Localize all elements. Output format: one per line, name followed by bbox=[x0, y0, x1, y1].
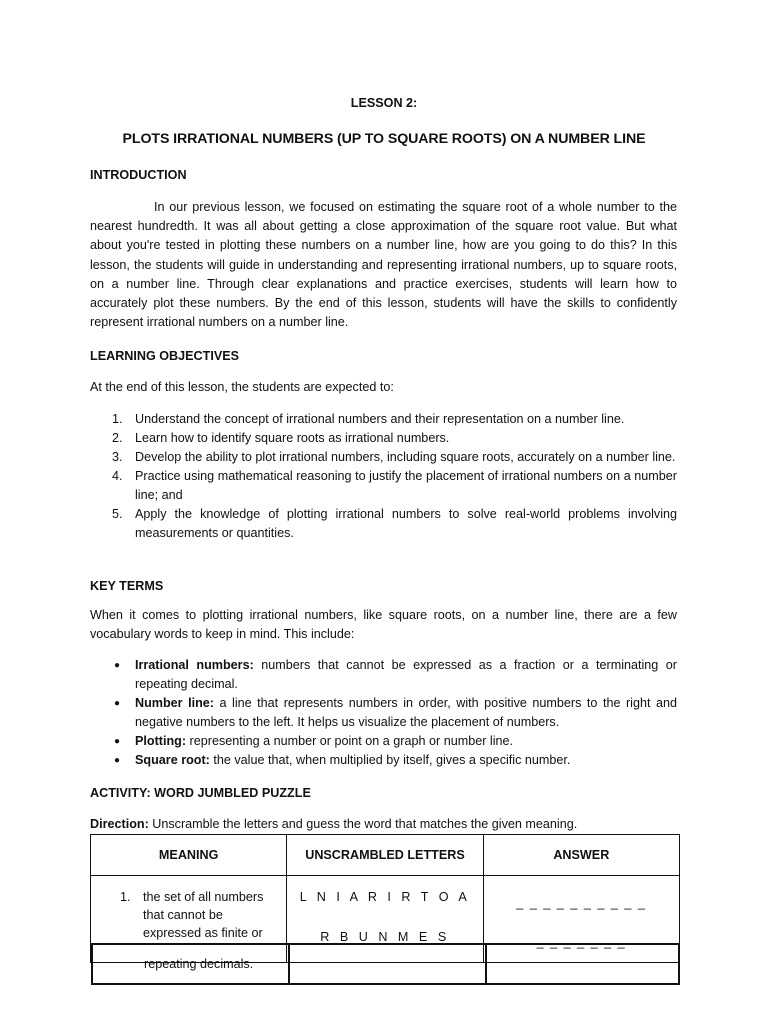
answer-cell-continued[interactable] bbox=[486, 944, 679, 984]
key-term-name: Number line: bbox=[135, 696, 214, 710]
introduction-heading: INTRODUCTION bbox=[90, 168, 187, 182]
letters-cell-continued bbox=[289, 944, 486, 984]
key-term-item bbox=[90, 694, 677, 732]
key-term-item bbox=[90, 751, 677, 770]
objective-item bbox=[90, 505, 677, 543]
key-term-name: Irrational numbers: bbox=[135, 658, 254, 672]
objective-item bbox=[90, 429, 677, 448]
bullet-icon: ● bbox=[114, 698, 121, 709]
meaning-text: the set of all numbers that cannot be expressed as finite or bbox=[143, 890, 264, 940]
objective-text: Understand the concept of irrational numbers and their representation on a number line. bbox=[135, 412, 625, 426]
key-terms-list bbox=[90, 656, 677, 770]
answer-blank-1: _ _ _ _ _ _ _ _ _ _ bbox=[516, 896, 647, 910]
bullet-icon: ● bbox=[114, 755, 121, 766]
bullet-icon: ● bbox=[114, 736, 121, 747]
objective-text: Practice using mathematical reasoning to justify the placement of irrational numbers on a number line; and bbox=[135, 469, 677, 502]
objectives-list bbox=[90, 410, 677, 543]
activity-direction bbox=[90, 815, 577, 834]
direction-text: Unscramble the letters and guess the word that matches the given meaning. bbox=[148, 817, 578, 831]
objective-number: 3. bbox=[112, 450, 123, 464]
meaning-text-continued: repeating decimals. bbox=[144, 956, 254, 971]
key-term-item bbox=[90, 732, 677, 751]
introduction-paragraph: In our previous lesson, we focused on estimating the square root of a whole number to the nearest hundredth. It was all about getting a close approximation of the square root value. But what about you're tested in plotting these numbers on a number line, how are you going to do this? In this lesson, the students will guide in understanding and representing irrational numbers, up to square roots, on a number line. Through clear explanations and practice exercises, students will learn how to accurately plot these numbers. By the end of this lesson, students will have the skills to confidently represent irrational numbers on a number line. bbox=[90, 200, 677, 330]
table-row bbox=[92, 944, 679, 984]
column-header-meaning: MEANING bbox=[91, 835, 287, 876]
key-term-definition: numbers that cannot be expressed as a fraction or a terminating or repeating decimal. bbox=[135, 658, 677, 691]
objective-item bbox=[90, 467, 677, 505]
answer-blank-2: _ _ _ _ _ _ _ bbox=[536, 935, 627, 949]
bullet-icon: ● bbox=[114, 660, 121, 671]
scrambled-letters-2: R B U N M E S bbox=[320, 930, 450, 944]
activity-heading: ACTIVITY: WORD JUMBLED PUZZLE bbox=[90, 786, 311, 800]
scrambled-letters-1: L N I A R I R T O A bbox=[299, 890, 471, 904]
lesson-label: LESSON 2: bbox=[350, 96, 418, 110]
objective-number: 1. bbox=[112, 412, 123, 426]
key-term-definition: the value that, when multiplied by itself, gives a specific number. bbox=[209, 753, 571, 767]
objective-number: 2. bbox=[112, 431, 123, 445]
objectives-intro: At the end of this lesson, the students are expected to: bbox=[90, 380, 394, 394]
row-number: 1. bbox=[120, 890, 131, 904]
key-term-name: Plotting: bbox=[135, 734, 187, 748]
key-term-item bbox=[90, 656, 677, 694]
objectives-heading: LEARNING OBJECTIVES bbox=[90, 349, 240, 363]
key-term-definition: representing a number or point on a graph or number line. bbox=[186, 734, 513, 748]
objective-number: 5. bbox=[112, 507, 123, 521]
objective-text: Develop the ability to plot irrational numbers, including square roots, accurately on a number line. bbox=[135, 450, 676, 464]
column-header-answer: ANSWER bbox=[483, 835, 679, 876]
objective-number: 4. bbox=[112, 469, 123, 483]
table-header-row bbox=[91, 835, 680, 876]
objective-item bbox=[90, 410, 677, 429]
continued-table bbox=[91, 943, 680, 985]
key-terms-intro: When it comes to plotting irrational numbers, like square roots, on a number line, there are a few vocabulary words to keep in mind. This include: bbox=[90, 608, 677, 642]
column-header-letters: UNSCRAMBLED LETTERS bbox=[287, 835, 483, 876]
meaning-cell-continued bbox=[92, 944, 289, 984]
key-terms-heading: KEY TERMS bbox=[90, 579, 164, 593]
objective-item bbox=[90, 448, 677, 467]
key-term-definition: a line that represents numbers in order, with positive numbers to the right and negative numbers to the left. It helps us visualize the placement of numbers. bbox=[135, 696, 677, 729]
lesson-title: PLOTS IRRATIONAL NUMBERS (UP TO SQUARE ROOTS) ON A NUMBER LINE bbox=[122, 131, 646, 147]
objective-text: Learn how to identify square roots as irrational numbers. bbox=[135, 431, 450, 445]
objective-text: Apply the knowledge of plotting irrational numbers to solve real-world problems involving measurements or quantities. bbox=[135, 507, 677, 540]
direction-label: Direction: bbox=[90, 817, 149, 831]
key-term-name: Square root: bbox=[135, 753, 210, 767]
